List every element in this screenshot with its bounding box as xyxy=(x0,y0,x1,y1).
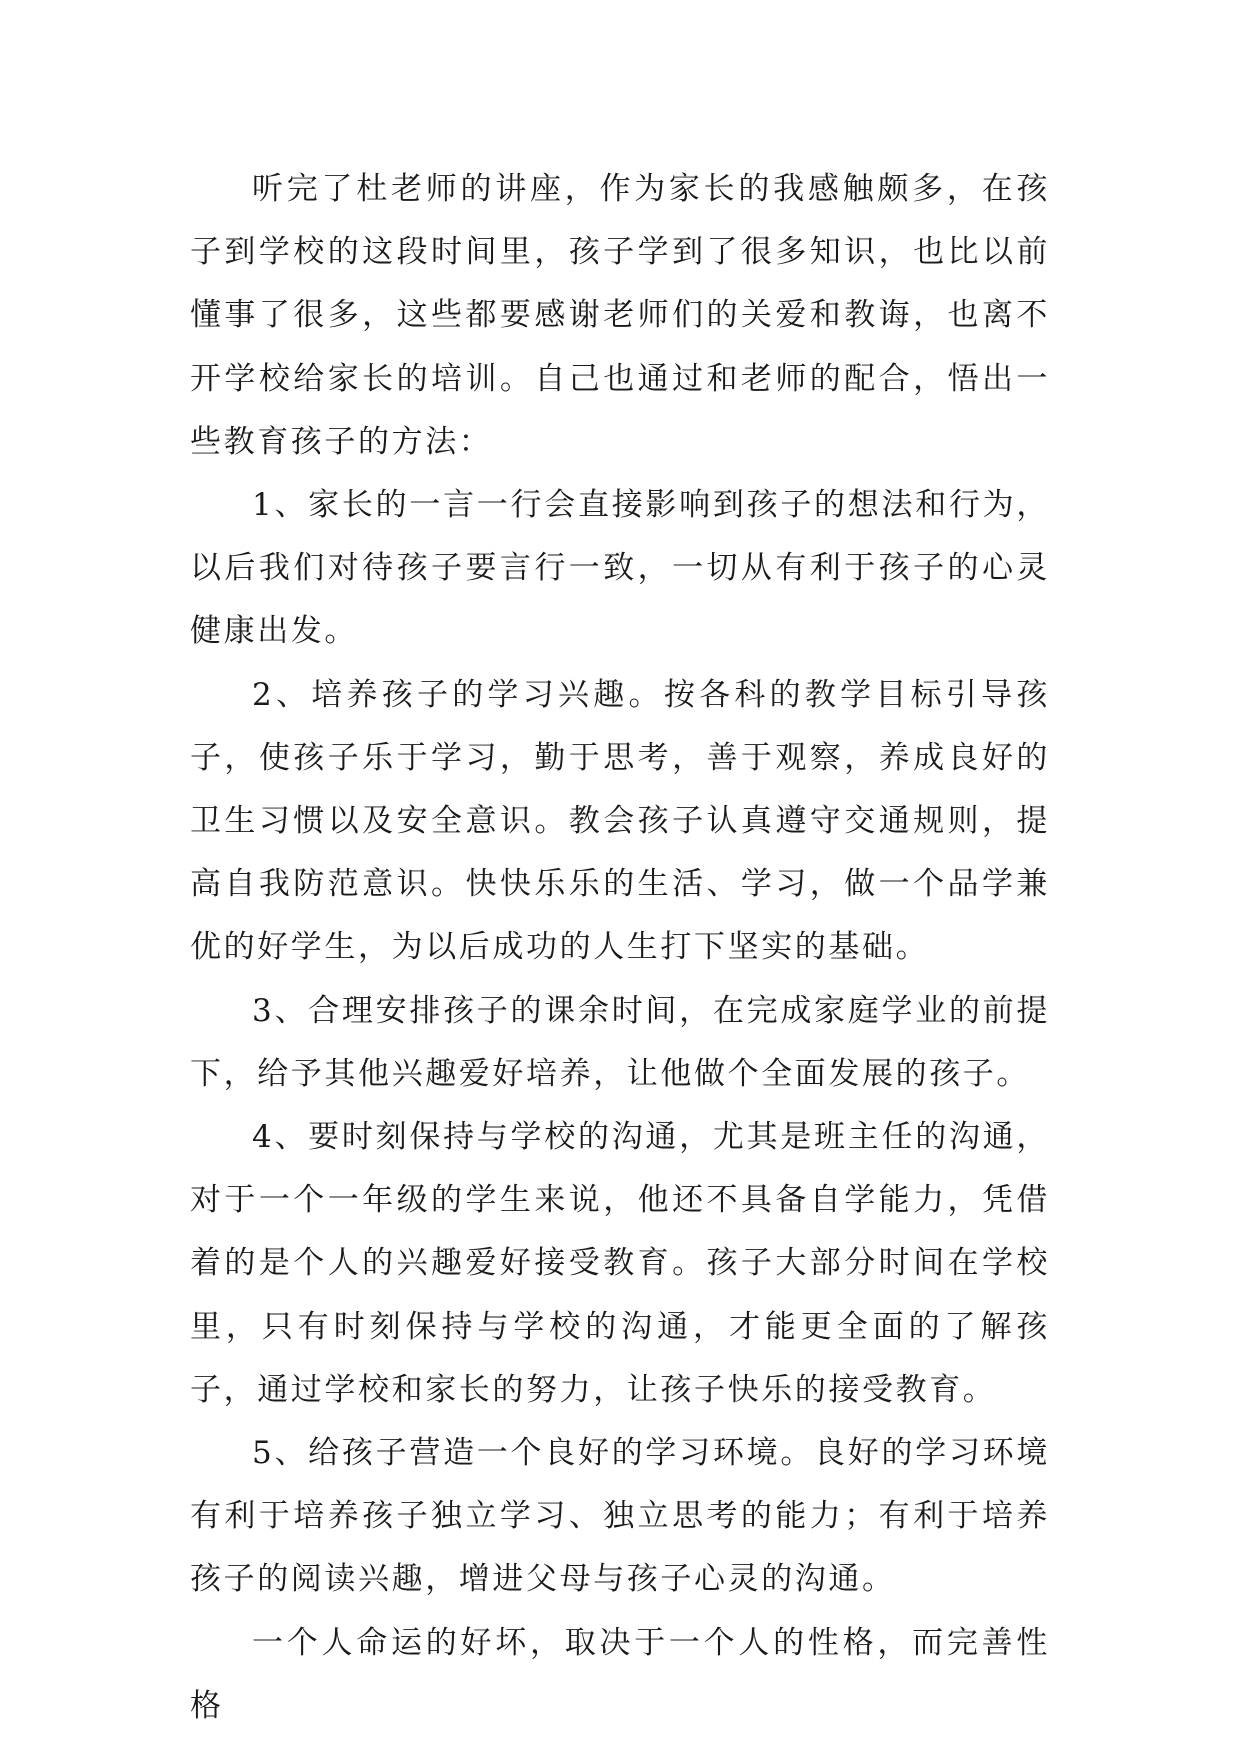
paragraph-point-3: 3、合理安排孩子的课余时间，在完成家庭学业的前提下，给予其他兴趣爱好培养，让他做个全面发展的孩子。 xyxy=(190,992,1050,1092)
paragraph-point-1: 1、家长的一言一行会直接影响到孩子的想法和行为，以后我们对待孩子要言行一致，一切从有利于孩子的心灵健康出发。 xyxy=(190,487,1050,650)
document-page xyxy=(190,158,1050,1738)
paragraph-point-5: 5、给孩子营造一个良好的学习环境。良好的学习环境有利于培养孩子独立学习、独立思考的能力；有利于培养孩子的阅读兴趣，增进父母与孩子心灵的沟通。 xyxy=(190,1435,1050,1598)
paragraph-intro: 听完了杜老师的讲座，作为家长的我感触颇多，在孩子到学校的这段时间里，孩子学到了很多知识，也比以前懂事了很多，这些都要感谢老师们的关爱和教诲，也离不开学校给家长的培训。自己也通过和老师的配合，悟出一些教育孩子的方法： xyxy=(190,171,1050,460)
paragraph-point-4: 4、要时刻保持与学校的沟通，尤其是班主任的沟通，对于一个一年级的学生来说，他还不具备自学能力，凭借着的是个人的兴趣爱好接受教育。孩子大部分时间在学校里，只有时刻保持与学校的沟通，才能更全面的了解孩子，通过学校和家长的努力，让孩子快乐的接受教育。 xyxy=(190,1119,1050,1408)
paragraph-point-2: 2、培养孩子的学习兴趣。按各科的教学目标引导孩子，使孩子乐于学习，勤于思考，善于观察，养成良好的卫生习惯以及安全意识。教会孩子认真遵守交通规则，提高自我防范意识。快快乐乐的生活、学习，做一个品学兼优的好学生，为以后成功的人生打下坚实的基础。 xyxy=(190,676,1050,966)
paragraph-conclusion: 一个人命运的好坏，取决于一个人的性格，而完善性格 xyxy=(190,1624,1050,1724)
